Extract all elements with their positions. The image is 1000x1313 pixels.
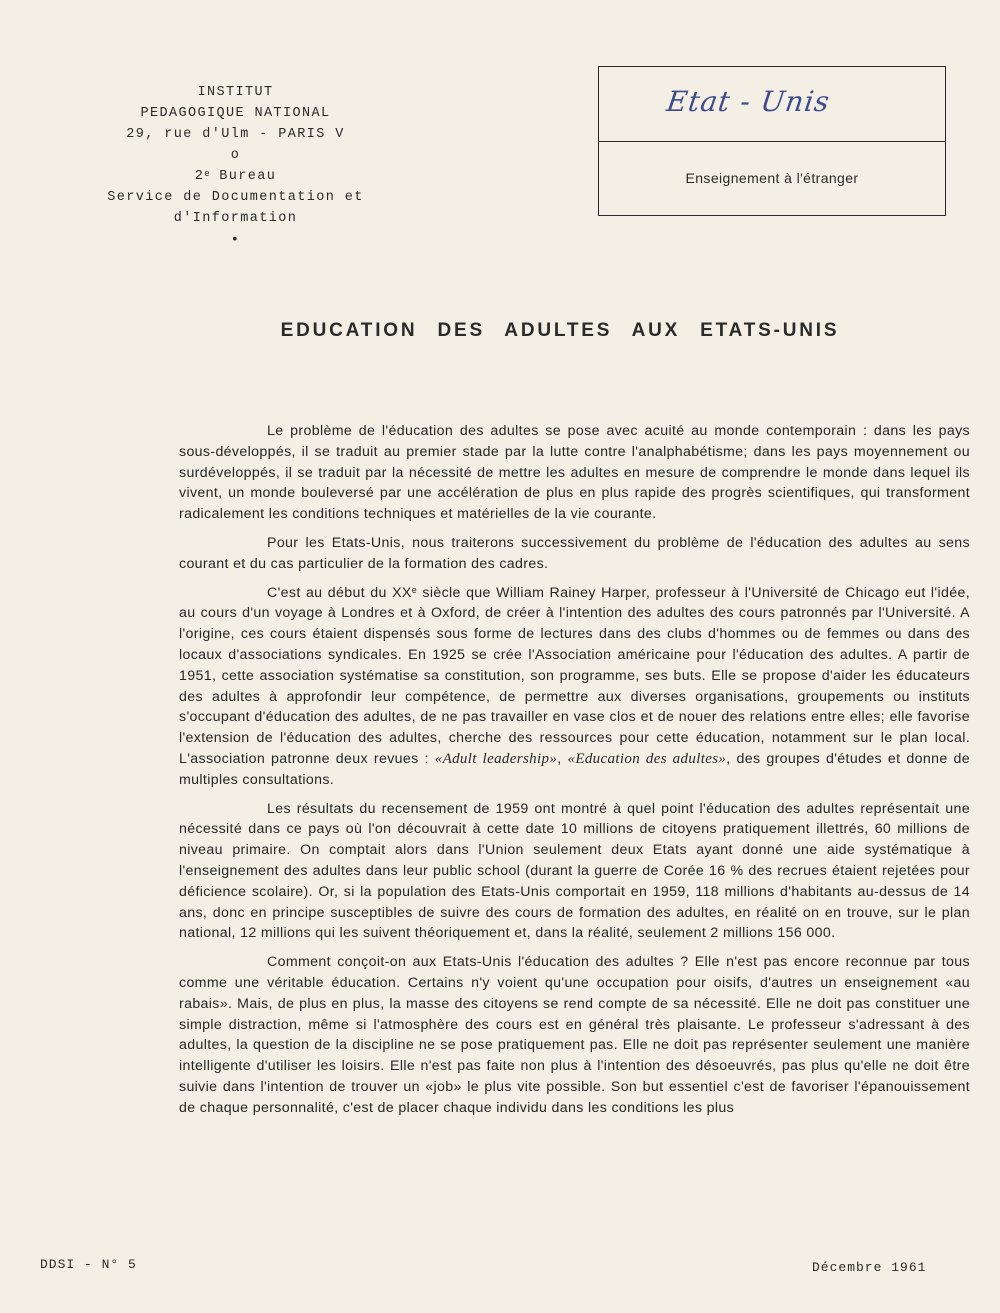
paragraph-5: Comment conçoit-on aux Etats-Unis l'éducation des adultes ? Elle n'est pas encore reconnue par tous comme une véritable éducation. Certains n'y voient qu'une occupation pour oisifs, d'autres un enseignement «au rabais». Mais, de plus en plus, la masse des citoyens se rend compte de sa nécessité. Elle ne doit pas constituer une simple distraction, même si l'atmosphère des cours est en général très plaisante. Le professeur s'adressant à des adultes, la question de la discipline ne se pose pratiquement pas. Elle ne doit pas représenter seulement une manière intelligente d'utiliser les loisirs. Elle n'est pas faite non plus à l'intention des désoeuvrés, pas plus qu'elle ne doit être suivie dans l'intention de trouver un «job» le plus vite possible. Son but essentiel c'est de favoriser l'épanouissement de chaque personnalité, c'est de placer chaque individu dans les conditions les plus bbox=[179, 954, 970, 1116]
header-separator: o bbox=[230, 148, 241, 163]
paragraph-2: Pour les Etats-Unis, nous traiterons successivement du problème de l'éducation des adultes au sens courant et du cas particulier de la formation des cadres. bbox=[179, 534, 970, 572]
bureau-superscript: e bbox=[204, 169, 210, 179]
handwritten-annotation: Etat - Unis bbox=[664, 85, 833, 118]
header-institut: INSTITUT bbox=[197, 85, 274, 100]
footer-reference: DDSI - N° 5 bbox=[40, 1257, 137, 1272]
century-superscript: e bbox=[411, 584, 418, 595]
classification-box bbox=[598, 66, 946, 216]
journal-title-adult-leadership: «Adult leadership» bbox=[434, 750, 558, 767]
bullet-icon: • bbox=[230, 232, 241, 248]
document-title: EDUCATION DES ADULTES AUX ETATS-UNIS bbox=[280, 320, 840, 341]
box-label: Enseignement à l'étranger bbox=[685, 170, 859, 186]
paragraph-3-text-d: , des groupes d'études et donne de multiples consultations. bbox=[179, 750, 970, 788]
journal-title-education-des-adultes: «Education des adultes» bbox=[567, 750, 727, 767]
paragraph-3 bbox=[179, 583, 970, 791]
paragraph-3-comma: , bbox=[557, 750, 568, 767]
paragraph-3-text-a: C'est au début du XX bbox=[267, 584, 412, 601]
bureau-label: Bureau bbox=[209, 169, 277, 184]
paragraph-4: Les résultats du recensement de 1959 ont montré à quel point l'éducation des adultes représentait une nécessité dans ce pays où l'on découvrait à cette date 10 millions de citoyens pratiquement illettrés, 60 millions de niveau primaire. On comptait alors dans l'Union seulement deux Etats ayant donné une aide systématique à l'enseignement des adultes dans leur public school (durant la guerre de Corée 16 % des recrues étaient rejetées pour déficience scolaire). Or, si la population des Etats-Unis comportait en 1959, 118 millions d'habitants au-dessus de 14 ans, donc en principe susceptibles de suivre des cours de formation des adultes, en réalité on en trouve, sur le plan national, 12 millions qui les suivent théoriquement et, dans la réalité, seulement 2 millions 156 000. bbox=[179, 800, 970, 942]
paragraph-1: Le problème de l'éducation des adultes se pose avec acuité au monde contemporain : dans les pays sous-développés, il se traduit au premier stade par la lutte contre l'analphabétisme; dans les pays moyennement ou surdéveloppés, il se traduit par la nécessité de mettre les adultes en mesure de comprendre le monde dans lequel ils vivent, un monde bouleversé par une accélération de plus en plus rapide des progrès scientifiques, qui transforment radicalement les conditions techniques et matérielles de la vie courante. bbox=[179, 423, 970, 523]
footer-date: Décembre 1961 bbox=[812, 1260, 927, 1275]
institution-header bbox=[48, 82, 423, 249]
header-bureau bbox=[48, 166, 423, 187]
paragraph-3-text-b: siècle que William Rainey Harper, professeur à l'Université de Chicago eut l'idée, au cours d'un voyage à Londres et à Oxford, de créer à l'intention des adultes des cours patronnés par l'Université. A l'origine, ces cours étaient dispensés sous forme de lectures dans des clubs d'hommes ou de femmes ou dans des locaux d'associations syndicales. En 1925 se crée l'Association américaine pour l'éducation des adultes. A partir de 1951, cette association systématise sa constitution, son programme, ses buts. Elle se propose d'aider les éducateurs des adultes à approfondir leur compétence, de permettre aux diverses organisations, groupements ou instituts s'occupant d'éducation des adultes, de ne pas travailler en vase clos et de nouer des relations entre elles; elle favorise l'extension de l'éducation des adultes, cherche des ressources pour cette éducation, notamment sur le plan local. L'association patronne deux revues : bbox=[179, 584, 971, 767]
bureau-number: 2 bbox=[194, 169, 205, 184]
header-pedagogique: PEDAGOGIQUE NATIONAL bbox=[140, 106, 331, 121]
document-body bbox=[179, 421, 970, 1127]
box-top-cell bbox=[599, 67, 945, 142]
header-service: Service de Documentation et d'Information bbox=[107, 190, 364, 226]
header-address: 29, rue d'Ulm - PARIS V bbox=[126, 127, 345, 142]
